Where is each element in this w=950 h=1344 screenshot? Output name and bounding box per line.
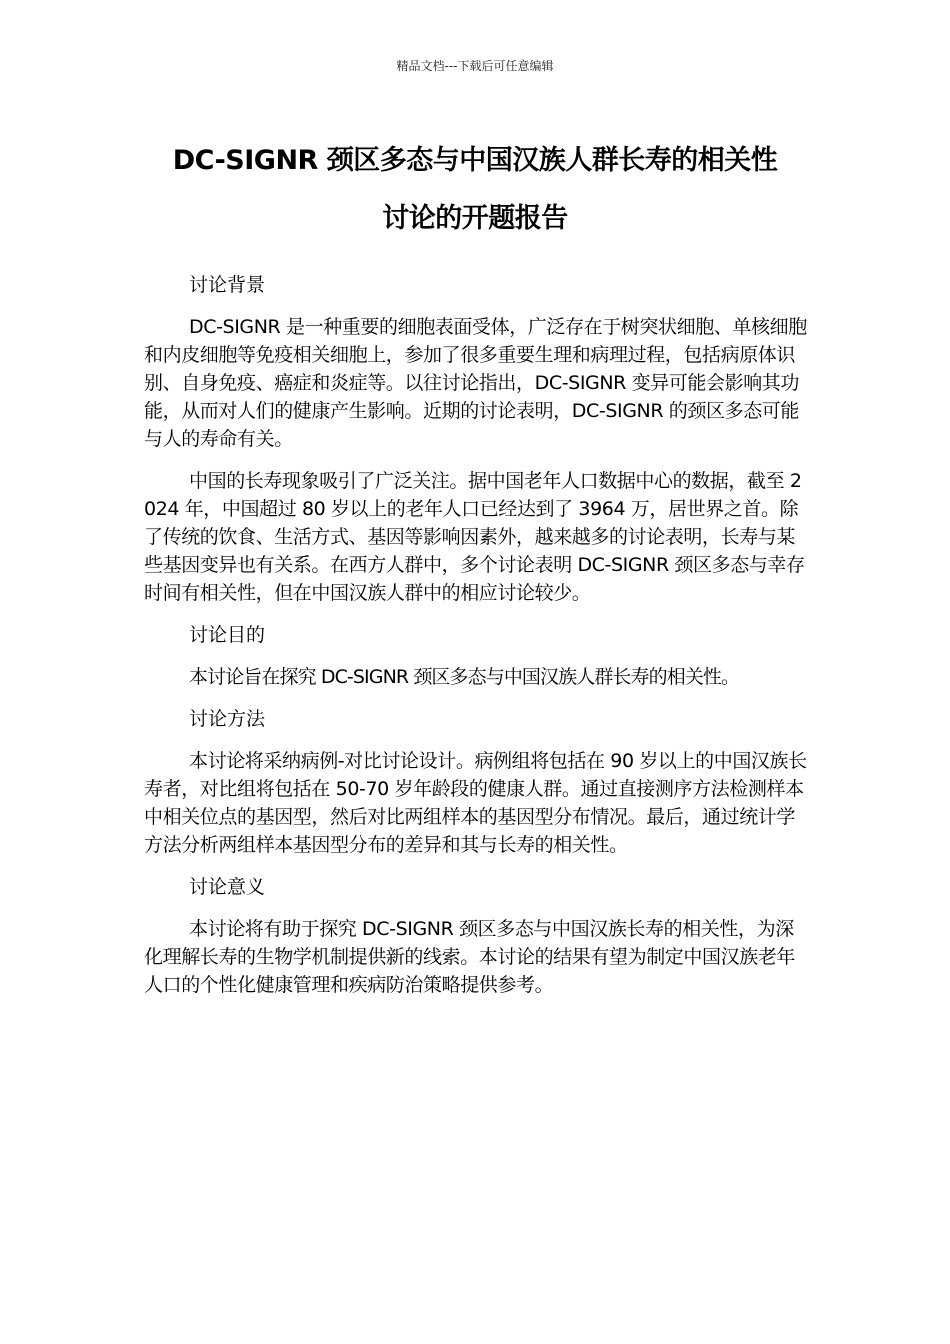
section-heading: 讨论背景	[189, 274, 266, 296]
section-purpose	[144, 621, 812, 691]
page-header-watermark: 精品文档---下载后可任意编辑	[396, 59, 554, 73]
section-background	[144, 271, 812, 607]
paragraph: 本讨论旨在探究 DC-SIGNR 颈区多态与中国汉族人群长寿的相关性。	[189, 666, 740, 688]
title-line-1: DC-SIGNR 颈区多态与中国汉族人群长寿的相关性	[172, 145, 778, 176]
paragraph: 中国的长寿现象吸引了广泛关注。据中国老年人口数据中心的数据，截至 2024 年，中国超过 80 岁以上的老年人口已经达到了 3964 万，居世界之首。除了传统的饮食、生活方式、基因等影响因素外，越来越多的讨论表明，长寿与某些基因变异也有关系。在西方人群中，多个讨论表明 DC-SIGNR 颈区多态与幸存时间有相关性，但在中国汉族人群中的相应讨论较少。	[144, 470, 805, 604]
document-title	[60, 132, 890, 248]
paragraph: 本讨论将有助于探究 DC-SIGNR 颈区多态与中国汉族长寿的相关性，为深化理解长寿的生物学机制提供新的线索。本讨论的结果有望为制定中国汉族老年人口的个性化健康管理和疾病防治策略提供参考。	[144, 918, 796, 996]
section-heading: 讨论意义	[189, 876, 266, 898]
paragraph: 本讨论将采纳病例-对比讨论设计。病例组将包括在 90 岁以上的中国汉族长寿者，对比组将包括在 50-70 岁年龄段的健康人群。通过直接测序方法检测样本中相关位点的基因型，然后对比两组样本的基因型分布情况。最后，通过统计学方法分析两组样本基因型分布的差异和其与长寿的相关性。	[144, 750, 807, 856]
title-line-2: 讨论的开题报告	[382, 203, 568, 234]
section-significance	[144, 873, 812, 999]
section-heading: 讨论方法	[189, 708, 266, 730]
document-body	[144, 271, 812, 1013]
section-method	[144, 705, 812, 859]
paragraph: DC-SIGNR 是一种重要的细胞表面受体，广泛存在于树突状细胞、单核细胞和内皮细胞等免疫相关细胞上，参加了很多重要生理和病理过程，包括病原体识别、自身免疫、癌症和炎症等。以往讨论指出，DC-SIGNR 变异可能会影响其功能，从而对人们的健康产生影响。近期的讨论表明，DC-SIGNR 的颈区多态可能与人的寿命有关。	[144, 316, 807, 450]
section-heading: 讨论目的	[189, 624, 266, 646]
